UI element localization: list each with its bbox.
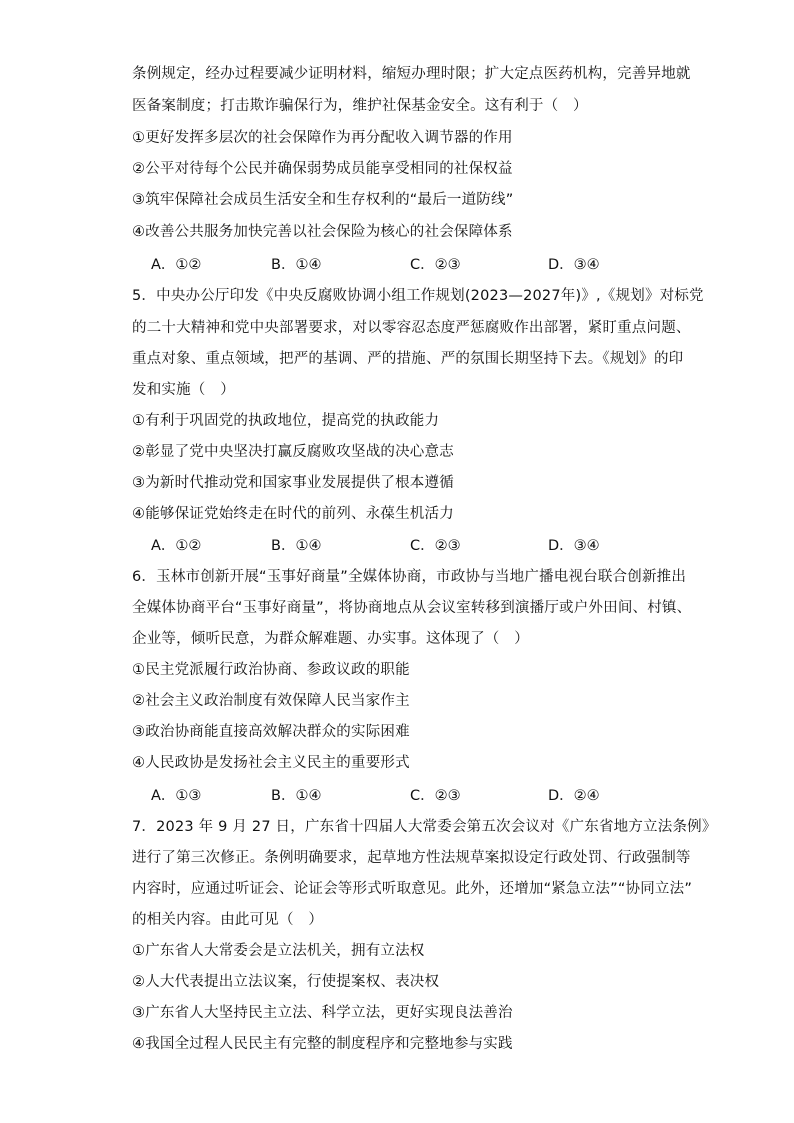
q5-option-a[interactable]: A．①② bbox=[151, 538, 202, 554]
q4-item-2: ②公平对待每个公民并确保弱势成员能享受相同的社保权益 bbox=[132, 161, 513, 177]
q5-option-b[interactable]: B．①④ bbox=[271, 538, 322, 554]
q5-stem-line: 重点对象、重点领域，把严的基调、严的措施、严的氛围长期坚持下去。《规划》的印 bbox=[132, 351, 684, 367]
q6-item-1: ①民主党派履行政治协商、参政议政的职能 bbox=[132, 662, 410, 678]
q4-item-4: ④改善公共服务加快完善以社会保险为核心的社会保障体系 bbox=[132, 224, 513, 240]
q6-item-2: ②社会主义政治制度有效保障人民当家作主 bbox=[132, 693, 410, 709]
q4-option-b[interactable]: B．①④ bbox=[271, 257, 322, 273]
q5-item-4: ④能够保证党始终走在时代的前列、永葆生机活力 bbox=[132, 506, 454, 522]
q6-option-a[interactable]: A．①③ bbox=[151, 788, 202, 804]
q7-item-3: ③广东省人大坚持民主立法、科学立法，更好实现良法善治 bbox=[132, 1005, 513, 1021]
q7-item-4: ④我国全过程人民民主有完整的制度程序和完整地参与实践 bbox=[132, 1036, 513, 1052]
q4-item-1: ①更好发挥多层次的社会保障作为再分配收入调节器的作用 bbox=[132, 130, 513, 146]
q5-stem-line: 的二十大精神和党中央部署要求，对以零容忍态度严惩腐败作出部署，紧盯重点问题、 bbox=[132, 320, 691, 336]
q6-option-c[interactable]: C．②③ bbox=[410, 788, 461, 804]
q5-item-3: ③为新时代推动党和国家事业发展提供了根本遵循 bbox=[132, 475, 454, 491]
q4-stem-line: 医备案制度；打击欺诈骗保行为，维护社保基金安全。这有利于（ ） bbox=[132, 98, 588, 114]
q6-option-b[interactable]: B．①④ bbox=[271, 788, 322, 804]
q4-stem-line: 条例规定，经办过程要减少证明材料，缩短办理时限；扩大定点医药机构，完善异地就 bbox=[132, 66, 691, 82]
q5-item-2: ②彰显了党中央坚决打赢反腐败攻坚战的决心意志 bbox=[132, 444, 454, 460]
q6-option-d[interactable]: D．②④ bbox=[548, 788, 600, 804]
q7-stem-line: 内容时，应通过听证会、论证会等形式听取意见。此外，还增加“紧急立法”“协同立法” bbox=[132, 881, 693, 897]
q5-stem-line: 5．中央办公厅印发《中央反腐败协调小组工作规划(2023—2027年)》,《规划》对标党 bbox=[132, 288, 704, 304]
q4-option-c[interactable]: C．②③ bbox=[410, 257, 461, 273]
q6-item-3: ③政治协商能直接高效解决群众的实际困难 bbox=[132, 724, 410, 740]
q5-option-d[interactable]: D．③④ bbox=[548, 538, 600, 554]
q5-option-c[interactable]: C．②③ bbox=[410, 538, 461, 554]
q6-stem-line: 全媒体协商平台“玉事好商量”，将协商地点从会议室转移到演播厅或户外田间、村镇、 bbox=[132, 600, 692, 616]
q7-stem-line: 7．2023 年 9 月 27 日，广东省十四届人大常委会第五次会议对《广东省地方立法条例》 bbox=[132, 819, 717, 835]
q6-stem-line: 6．玉林市创新开展“玉事好商量”全媒体协商，市政协与当地广播电视台联合创新推出 bbox=[132, 569, 687, 585]
q5-stem-line: 发和实施（ ） bbox=[132, 382, 235, 398]
q7-item-1: ①广东省人大常委会是立法机关，拥有立法权 bbox=[132, 943, 425, 959]
q6-item-4: ④人民政协是发扬社会主义民主的重要形式 bbox=[132, 755, 410, 771]
q7-stem-line: 的相关内容。由此可见（ ） bbox=[132, 912, 324, 928]
q4-option-a[interactable]: A．①② bbox=[151, 257, 202, 273]
q4-option-d[interactable]: D．③④ bbox=[548, 257, 600, 273]
q4-item-3: ③筑牢保障社会成员生活安全和生存权利的“最后一道防线” bbox=[132, 192, 514, 208]
q7-item-2: ②人大代表提出立法议案，行使提案权、表决权 bbox=[132, 974, 440, 990]
q7-stem-line: 进行了第三次修正。条例明确要求，起草地方性法规草案拟设定行政处罚、行政强制等 bbox=[132, 850, 691, 866]
q6-stem-line: 企业等，倾听民意，为群众解难题、办实事。这体现了（ ） bbox=[132, 631, 529, 647]
q5-item-1: ①有利于巩固党的执政地位，提高党的执政能力 bbox=[132, 413, 440, 429]
